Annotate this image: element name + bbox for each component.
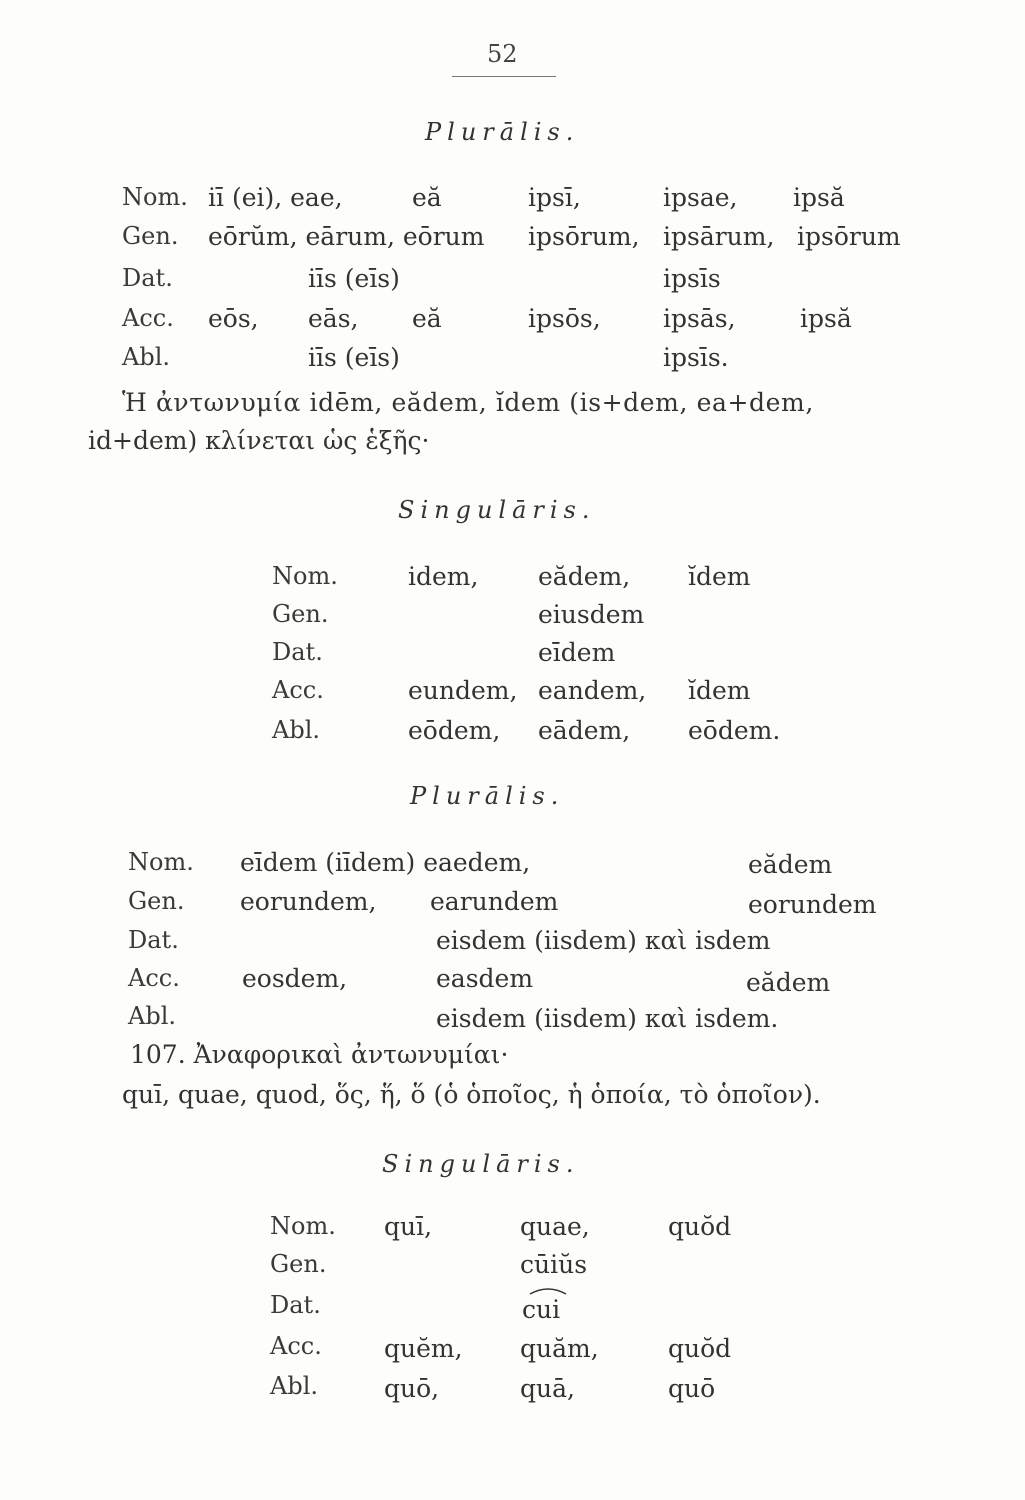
idem-intro-line-2: id+dem) κλίνεται ὡς ἑξῆς· [88, 426, 430, 455]
form-cell: eōdem. [688, 716, 781, 745]
case-label: Gen. [128, 887, 185, 915]
form-cell: easdem [436, 964, 534, 993]
case-label: Nom. [128, 848, 194, 876]
form-cell: eundem, [408, 676, 518, 705]
page-number: 52 [487, 40, 518, 68]
case-label: Acc. [122, 304, 174, 332]
case-label: Abl. [122, 343, 170, 371]
form-cell: ipsōrum, [528, 222, 640, 251]
case-label: Nom. [122, 183, 188, 211]
form-cell: quō, [384, 1374, 440, 1403]
form-cell: eă [412, 183, 442, 212]
form-cell: ipsīs [663, 264, 721, 293]
case-label: Dat. [128, 926, 179, 954]
case-label: Gen. [272, 600, 329, 628]
form-cell: ipsă [793, 183, 845, 212]
form-cell: eisdem (iisdem) καὶ isdem. [436, 1004, 779, 1033]
section-107-line-2: quī, quae, quod, ὅς, ἥ, ὅ (ὁ ὁποῖος, ἡ ὁποία, τὸ ὁποῖον). [122, 1080, 821, 1109]
form-cell: eorundem, [240, 887, 377, 916]
case-label: Acc. [270, 1332, 322, 1360]
form-cell: eādem, [538, 716, 631, 745]
form-cell: ĭdem [688, 676, 751, 705]
form-cell: ipsōrum [797, 222, 901, 251]
form-cell: ipsārum, [663, 222, 775, 251]
case-label: Dat. [272, 638, 323, 666]
case-label: Gen. [122, 222, 179, 250]
form-cell: ipsae, [663, 183, 738, 212]
form-cell: quae, [520, 1212, 590, 1241]
form-cell: eădem [748, 850, 833, 879]
form-cell: quăm, [520, 1334, 599, 1363]
form-cell: eīdem [538, 638, 616, 667]
form-cell: eōrŭm, eārum, eōrum [208, 222, 485, 251]
case-label: Abl. [270, 1372, 318, 1400]
form-cell: iī (ei), eae, [208, 183, 343, 212]
form-cell: iīs (eīs) [308, 343, 400, 372]
heading-pluralis-1: Plurālis. [425, 118, 580, 146]
form-cell: eās, [308, 304, 359, 333]
case-label: Dat. [270, 1291, 321, 1319]
idem-intro-line-1: Ἡ ἀντωνυμία idēm, eădem, ĭdem (is+dem, ea+dem, [122, 388, 814, 417]
section-107-heading: 107. Ἀναφορικαὶ ἀντωνυμίαι· [130, 1040, 509, 1069]
form-cell: quŏd [668, 1334, 732, 1363]
form-cell: eīdem (iīdem) eaedem, [240, 848, 531, 877]
form-cell: eă [412, 304, 442, 333]
form-cell: ipsă [800, 304, 852, 333]
form-cell: eiusdem [538, 600, 645, 629]
form-cell: quŏd [668, 1212, 732, 1241]
case-label: Acc. [128, 964, 180, 992]
case-label: Abl. [272, 716, 320, 744]
form-cell: quĕm, [384, 1334, 463, 1363]
form-cell: eōdem, [408, 716, 501, 745]
heading-singularis-2: Singulāris. [382, 1150, 580, 1178]
form-cell: ipsīs. [663, 343, 729, 372]
form-cell: earundem [430, 887, 559, 916]
form-cell: eisdem (iisdem) καὶ isdem [436, 926, 771, 955]
form-cell: eōs, [208, 304, 259, 333]
form-cell: quā, [520, 1374, 575, 1403]
heading-singularis-1: Singulāris. [398, 496, 596, 524]
form-cell: quō [668, 1374, 716, 1403]
case-label: Nom. [270, 1212, 336, 1240]
breve-arc-mark [528, 1284, 568, 1296]
form-cell: quī, [384, 1212, 433, 1241]
case-label: Acc. [272, 676, 324, 704]
form-cell: idem, [408, 562, 479, 591]
case-label: Abl. [128, 1002, 176, 1030]
case-label: Nom. [272, 562, 338, 590]
case-label: Gen. [270, 1250, 327, 1278]
form-cell: eandem, [538, 676, 647, 705]
page-number-rule [452, 76, 556, 77]
form-cell: ipsī, [528, 183, 581, 212]
form-cell: iīs (eīs) [308, 264, 400, 293]
form-cell: cūiŭs [520, 1250, 588, 1279]
heading-pluralis-2: Plurālis. [410, 782, 565, 810]
form-cell: eorundem [748, 890, 877, 919]
form-cell: ipsās, [663, 304, 736, 333]
form-cell: ĭdem [688, 562, 751, 591]
form-cell: eădem, [538, 562, 631, 591]
form-cell: eosdem, [242, 964, 348, 993]
form-cell: ipsōs, [528, 304, 601, 333]
form-cell: eădem [746, 968, 831, 997]
case-label: Dat. [122, 264, 173, 292]
form-cell: cui [522, 1295, 561, 1324]
